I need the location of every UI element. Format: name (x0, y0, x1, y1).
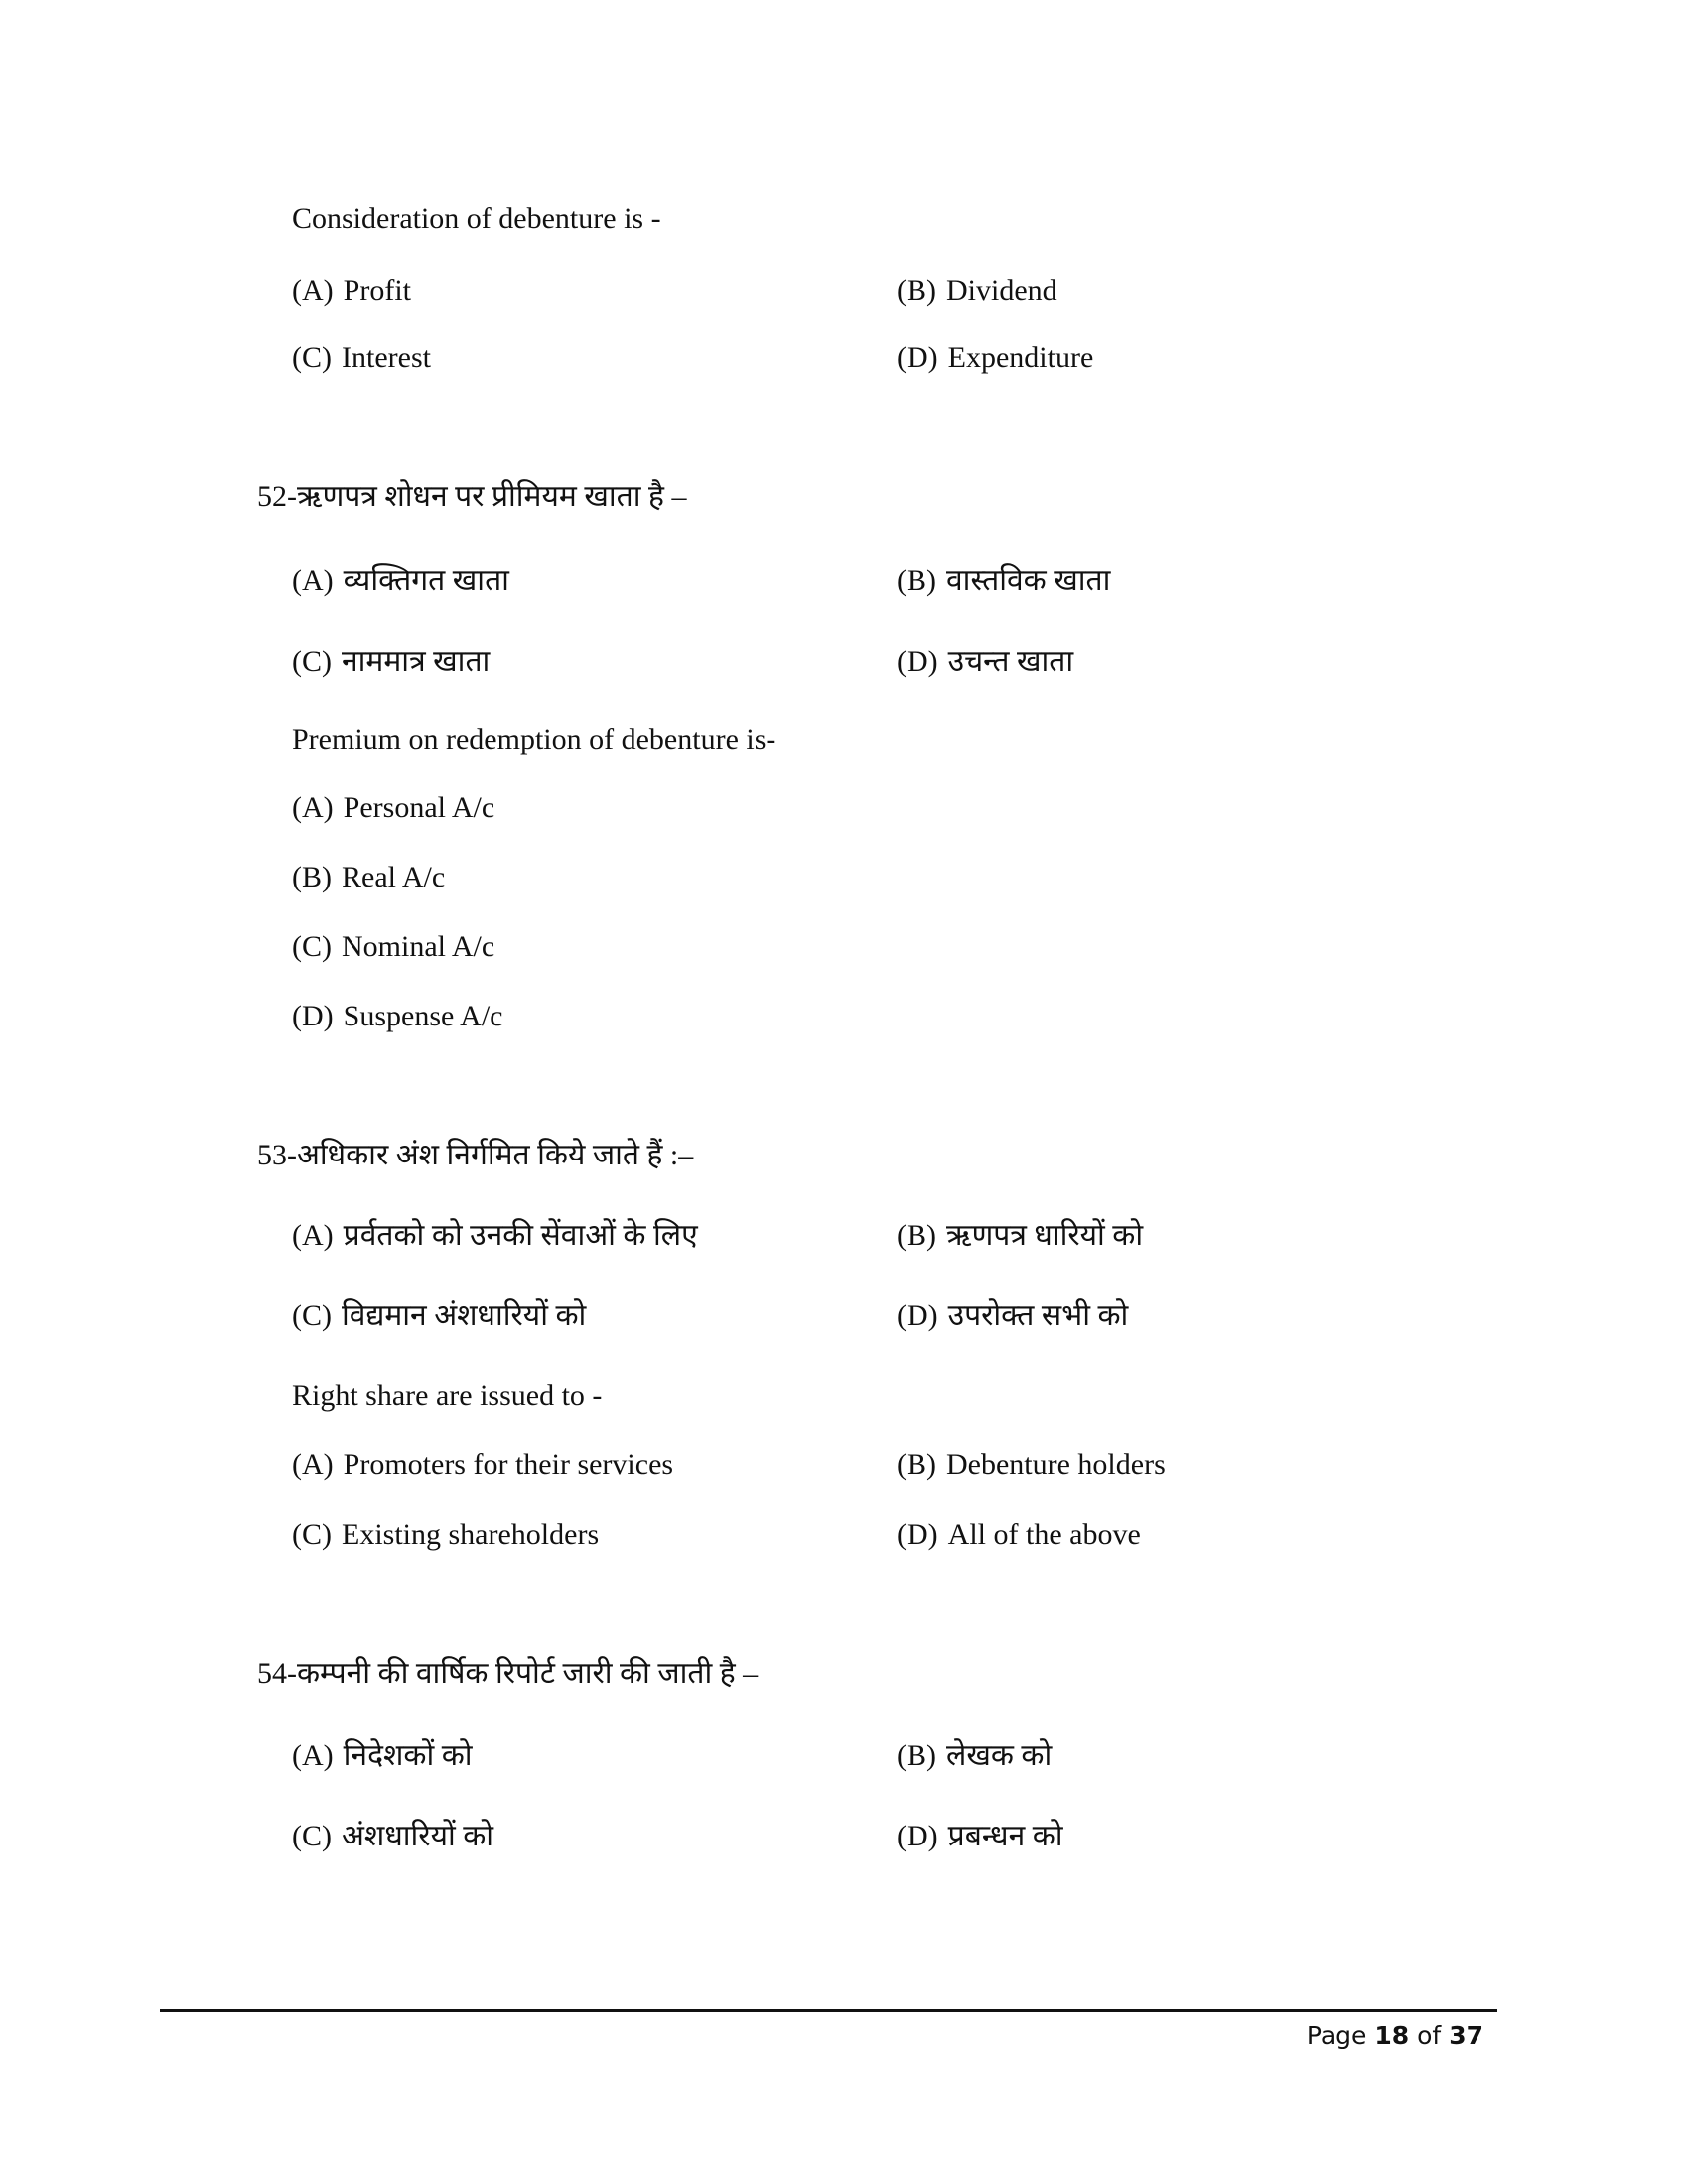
option-label: (B) (292, 861, 332, 893)
q53-hindi-option-a (292, 1218, 698, 1254)
footer-divider (160, 2009, 1497, 2012)
option-text: ऋणपत्र धारियों को (946, 1219, 1144, 1252)
q53-hindi-option-d (897, 1298, 1128, 1334)
q53-english-option-b (897, 1447, 1166, 1483)
option-text: उचन्त खाता (947, 645, 1074, 678)
option-label: (A) (292, 791, 334, 824)
option-text: Debenture holders (946, 1448, 1166, 1481)
q53-english-option-a (292, 1447, 673, 1483)
q52-english-option-d (292, 999, 502, 1034)
page-prefix: Page (1306, 2021, 1367, 2050)
option-text: वास्तविक खाता (946, 564, 1111, 597)
option-text: All of the above (947, 1518, 1141, 1551)
q53-english-option-c (292, 1517, 599, 1553)
option-text: निदेशकों को (343, 1739, 473, 1772)
q53-english-option-d (897, 1517, 1141, 1553)
page-number (1307, 2021, 1483, 2050)
option-label: (B) (897, 1448, 936, 1481)
option-text: उपरोक्त सभी को (947, 1299, 1129, 1332)
option-label: (A) (292, 1739, 334, 1772)
option-label: (C) (292, 1820, 332, 1852)
q54-hindi-option-a (292, 1738, 473, 1774)
q54-hindi-option-c (292, 1819, 493, 1854)
option-text: नाममात्र खाता (342, 645, 491, 678)
q52-hindi-option-d (897, 644, 1073, 680)
option-text: लेखक को (946, 1739, 1053, 1772)
q51-option-c (292, 341, 431, 376)
option-text: Personal A/c (343, 791, 495, 824)
q52-english-option-b (292, 860, 445, 895)
q54-hindi-option-d (897, 1819, 1063, 1854)
option-label: (A) (292, 274, 334, 307)
option-text: Interest (342, 341, 431, 374)
q52-hindi-option-b (897, 563, 1110, 599)
option-text: प्रर्वतको को उनकी सेंवाओं के लिए (343, 1219, 698, 1252)
option-text: Existing shareholders (342, 1518, 600, 1551)
option-label: (D) (897, 341, 938, 374)
option-label: (C) (292, 645, 332, 678)
q52-english-question: Premium on redemption of debenture is- (292, 723, 776, 755)
q51-english-question: Consideration of debenture is - (292, 203, 661, 235)
option-text: अंशधारियों को (342, 1820, 494, 1852)
page-total: 37 (1449, 2021, 1483, 2050)
q53-hindi-option-c (292, 1298, 586, 1334)
option-label: (C) (292, 341, 332, 374)
q54-hindi-option-b (897, 1738, 1052, 1774)
option-label: (C) (292, 1299, 332, 1332)
q51-option-b (897, 273, 1057, 309)
option-label: (C) (292, 930, 332, 963)
option-text: विद्यमान अंशधारियों को (342, 1299, 587, 1332)
page-current: 18 (1374, 2021, 1410, 2050)
option-label: (B) (897, 274, 936, 307)
q53-english-question: Right share are issued to - (292, 1379, 603, 1412)
page-of: of (1417, 2021, 1442, 2050)
option-text: Promoters for their services (343, 1448, 674, 1481)
option-text: Dividend (946, 274, 1057, 307)
q51-option-d (897, 341, 1093, 376)
option-label: (D) (292, 1000, 334, 1032)
option-label: (D) (897, 1820, 938, 1852)
option-text: Nominal A/c (342, 930, 495, 963)
option-text: Profit (343, 274, 411, 307)
q52-english-option-a (292, 790, 494, 826)
option-label: (D) (897, 1299, 938, 1332)
q52-hindi-question: 52-ऋणपत्र शोधन पर प्रीमियम खाता है – (257, 480, 687, 513)
q51-option-a (292, 273, 411, 309)
option-label: (D) (897, 645, 938, 678)
option-text: प्रबन्धन को (947, 1820, 1063, 1852)
option-text: व्यक्तिगत खाता (343, 564, 509, 597)
option-label: (A) (292, 1219, 334, 1252)
option-text: Expenditure (947, 341, 1094, 374)
option-text: Real A/c (342, 861, 446, 893)
option-text: Suspense A/c (343, 1000, 503, 1032)
option-label: (B) (897, 1739, 936, 1772)
option-label: (C) (292, 1518, 332, 1551)
q52-hindi-option-c (292, 644, 490, 680)
option-label: (B) (897, 1219, 936, 1252)
q52-hindi-option-a (292, 563, 509, 599)
q53-hindi-question: 53-अधिकार अंश निर्गमित किये जाते हैं :– (257, 1139, 694, 1171)
option-label: (D) (897, 1518, 938, 1551)
q52-english-option-c (292, 929, 494, 965)
q53-hindi-option-b (897, 1218, 1143, 1254)
q54-hindi-question: 54-कम्पनी की वार्षिक रिपोर्ट जारी की जाती है – (257, 1657, 759, 1690)
option-label: (A) (292, 1448, 334, 1481)
option-label: (B) (897, 564, 936, 597)
option-label: (A) (292, 564, 334, 597)
